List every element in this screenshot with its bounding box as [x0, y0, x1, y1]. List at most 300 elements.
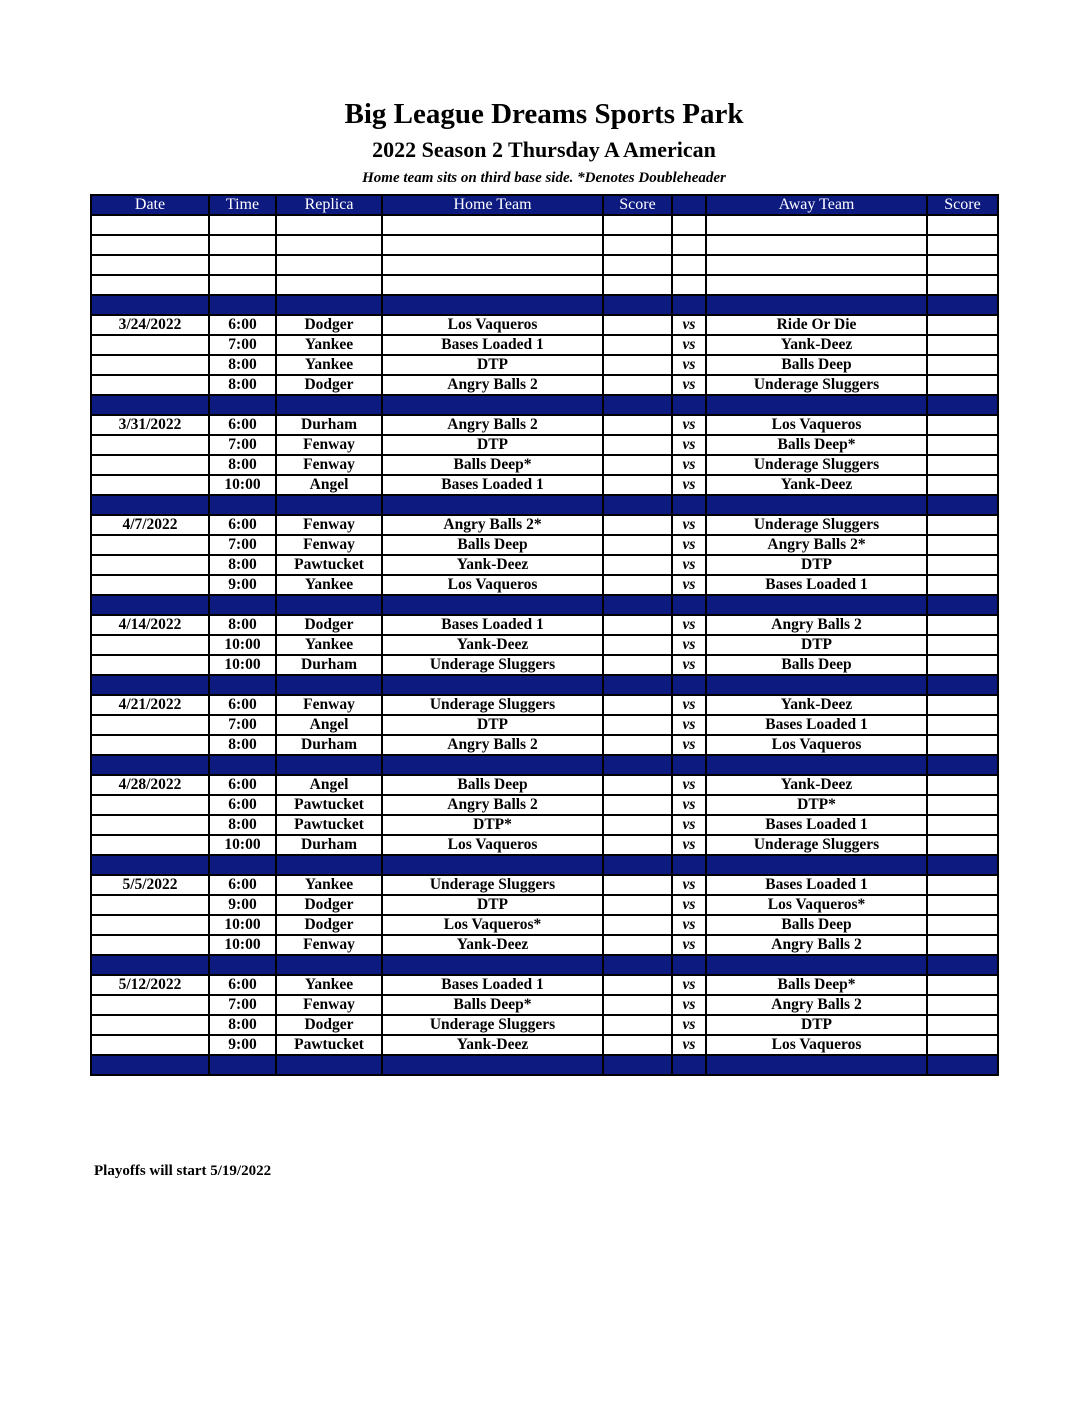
game-row	[91, 615, 998, 635]
home-team: Bases Loaded 1	[382, 335, 603, 355]
game-replica: Dodger	[276, 915, 382, 935]
header-away-score: Score	[927, 195, 998, 215]
away-score	[927, 715, 998, 735]
vs-label: vs	[672, 975, 706, 995]
playoffs-note: Playoffs will start 5/19/2022	[94, 1163, 272, 1179]
away-score	[927, 835, 998, 855]
schedule-body	[91, 215, 998, 1075]
away-team: DTP	[706, 1015, 927, 1035]
schedule-table	[90, 194, 999, 1076]
home-score	[603, 1035, 672, 1055]
header-time: Time	[209, 195, 276, 215]
game-time: 8:00	[209, 815, 276, 835]
home-team: Balls Deep	[382, 775, 603, 795]
blank-row-cell	[927, 215, 998, 235]
vs-label: vs	[672, 875, 706, 895]
vs-label: vs	[672, 915, 706, 935]
away-team: Underage Sluggers	[706, 515, 927, 535]
away-score	[927, 635, 998, 655]
separator-row-cell	[603, 595, 672, 615]
blank-row-cell	[276, 215, 382, 235]
home-team: Los Vaqueros*	[382, 915, 603, 935]
game-replica: Dodger	[276, 1015, 382, 1035]
home-score	[603, 535, 672, 555]
vs-label: vs	[672, 355, 706, 375]
blank-row-cell	[276, 235, 382, 255]
away-score	[927, 815, 998, 835]
game-replica: Yankee	[276, 335, 382, 355]
game-date: 3/31/2022	[91, 415, 209, 435]
vs-label: vs	[672, 655, 706, 675]
home-team: Balls Deep*	[382, 995, 603, 1015]
away-team: Los Vaqueros*	[706, 895, 927, 915]
away-score	[927, 335, 998, 355]
game-time: 6:00	[209, 515, 276, 535]
game-replica: Yankee	[276, 575, 382, 595]
game-replica: Yankee	[276, 355, 382, 375]
separator-row-cell	[382, 675, 603, 695]
blank-row-cell	[672, 275, 706, 295]
game-row	[91, 1035, 998, 1055]
vs-label: vs	[672, 375, 706, 395]
separator-row	[91, 1055, 998, 1075]
blank-row-cell	[927, 255, 998, 275]
separator-row-cell	[209, 595, 276, 615]
home-team: DTP	[382, 895, 603, 915]
game-replica: Fenway	[276, 515, 382, 535]
separator-row-cell	[672, 595, 706, 615]
separator-row-cell	[276, 855, 382, 875]
separator-row-cell	[91, 755, 209, 775]
separator-row-cell	[927, 855, 998, 875]
game-row	[91, 835, 998, 855]
blank-row-cell	[209, 275, 276, 295]
separator-row	[91, 955, 998, 975]
vs-label: vs	[672, 535, 706, 555]
game-date	[91, 795, 209, 815]
game-replica: Angel	[276, 475, 382, 495]
away-team: Yank-Deez	[706, 335, 927, 355]
home-score	[603, 635, 672, 655]
separator-row-cell	[927, 755, 998, 775]
schedule-note: Home team sits on third base side. *Denotes Doubleheader	[362, 170, 726, 186]
game-replica: Fenway	[276, 535, 382, 555]
game-row	[91, 475, 998, 495]
vs-label: vs	[672, 1015, 706, 1035]
away-score	[927, 375, 998, 395]
game-date	[91, 455, 209, 475]
separator-row-cell	[382, 855, 603, 875]
home-score	[603, 735, 672, 755]
away-team: Yank-Deez	[706, 695, 927, 715]
game-time: 7:00	[209, 335, 276, 355]
home-team: DTP*	[382, 815, 603, 835]
away-score	[927, 315, 998, 335]
home-team: Angry Balls 2	[382, 415, 603, 435]
game-replica: Fenway	[276, 935, 382, 955]
game-row	[91, 415, 998, 435]
game-replica: Pawtucket	[276, 815, 382, 835]
game-row	[91, 335, 998, 355]
vs-label: vs	[672, 575, 706, 595]
blank-row	[91, 275, 998, 295]
away-score	[927, 735, 998, 755]
page-title: Big League Dreams Sports Park	[344, 98, 744, 130]
separator-row-cell	[927, 295, 998, 315]
separator-row-cell	[382, 395, 603, 415]
home-team: Underage Sluggers	[382, 875, 603, 895]
blank-row-cell	[276, 255, 382, 275]
separator-row-cell	[672, 955, 706, 975]
away-team: Angry Balls 2	[706, 935, 927, 955]
header-home-score: Score	[603, 195, 672, 215]
away-team: Angry Balls 2	[706, 995, 927, 1015]
vs-label: vs	[672, 1035, 706, 1055]
blank-row-cell	[927, 275, 998, 295]
away-score	[927, 875, 998, 895]
away-team: Underage Sluggers	[706, 835, 927, 855]
game-row	[91, 715, 998, 735]
home-score	[603, 895, 672, 915]
home-score	[603, 795, 672, 815]
away-team: DTP	[706, 635, 927, 655]
home-team: DTP	[382, 715, 603, 735]
header-replica: Replica	[276, 195, 382, 215]
game-row	[91, 555, 998, 575]
game-replica: Pawtucket	[276, 555, 382, 575]
away-team: Balls Deep	[706, 915, 927, 935]
separator-row-cell	[927, 955, 998, 975]
vs-label: vs	[672, 415, 706, 435]
game-time: 10:00	[209, 935, 276, 955]
separator-row-cell	[706, 595, 927, 615]
home-team: Underage Sluggers	[382, 695, 603, 715]
away-team: Yank-Deez	[706, 775, 927, 795]
separator-row-cell	[706, 855, 927, 875]
game-row	[91, 355, 998, 375]
game-row	[91, 375, 998, 395]
separator-row-cell	[91, 955, 209, 975]
game-replica: Yankee	[276, 975, 382, 995]
away-team: Underage Sluggers	[706, 455, 927, 475]
game-row	[91, 535, 998, 555]
separator-row-cell	[276, 595, 382, 615]
separator-row-cell	[603, 675, 672, 695]
home-score	[603, 715, 672, 735]
game-date	[91, 475, 209, 495]
separator-row-cell	[91, 675, 209, 695]
game-time: 8:00	[209, 455, 276, 475]
home-team: Los Vaqueros	[382, 835, 603, 855]
header-row	[91, 195, 998, 215]
game-time: 6:00	[209, 775, 276, 795]
blank-row-cell	[382, 215, 603, 235]
separator-row-cell	[672, 855, 706, 875]
home-team: Los Vaqueros	[382, 315, 603, 335]
away-team: Los Vaqueros	[706, 735, 927, 755]
away-score	[927, 1015, 998, 1035]
away-score	[927, 615, 998, 635]
away-team: Bases Loaded 1	[706, 715, 927, 735]
separator-row-cell	[276, 1055, 382, 1075]
separator-row	[91, 755, 998, 775]
game-date	[91, 355, 209, 375]
separator-row-cell	[91, 595, 209, 615]
separator-row-cell	[91, 855, 209, 875]
home-team: Balls Deep*	[382, 455, 603, 475]
game-time: 8:00	[209, 375, 276, 395]
game-date: 3/24/2022	[91, 315, 209, 335]
game-time: 7:00	[209, 715, 276, 735]
home-team: Yank-Deez	[382, 935, 603, 955]
away-score	[927, 895, 998, 915]
game-date	[91, 555, 209, 575]
game-time: 8:00	[209, 735, 276, 755]
game-date	[91, 715, 209, 735]
blank-row-cell	[209, 255, 276, 275]
game-replica: Fenway	[276, 695, 382, 715]
home-team: Yank-Deez	[382, 635, 603, 655]
separator-row-cell	[706, 755, 927, 775]
separator-row-cell	[672, 395, 706, 415]
home-score	[603, 355, 672, 375]
vs-label: vs	[672, 455, 706, 475]
away-score	[927, 655, 998, 675]
game-replica: Pawtucket	[276, 1035, 382, 1055]
header-date: Date	[91, 195, 209, 215]
vs-label: vs	[672, 615, 706, 635]
home-team: Bases Loaded 1	[382, 975, 603, 995]
game-row	[91, 995, 998, 1015]
away-team: Balls Deep*	[706, 975, 927, 995]
vs-label: vs	[672, 715, 706, 735]
away-score	[927, 555, 998, 575]
away-team: Yank-Deez	[706, 475, 927, 495]
game-replica: Durham	[276, 735, 382, 755]
home-team: Underage Sluggers	[382, 1015, 603, 1035]
game-date	[91, 535, 209, 555]
separator-row-cell	[927, 595, 998, 615]
header-vs	[672, 195, 706, 215]
home-team: Underage Sluggers	[382, 655, 603, 675]
game-time: 10:00	[209, 655, 276, 675]
separator-row-cell	[91, 495, 209, 515]
separator-row-cell	[927, 1055, 998, 1075]
home-score	[603, 995, 672, 1015]
away-score	[927, 795, 998, 815]
game-row	[91, 315, 998, 335]
blank-row-cell	[382, 255, 603, 275]
separator-row-cell	[927, 495, 998, 515]
away-team: Balls Deep	[706, 655, 927, 675]
separator-row-cell	[91, 1055, 209, 1075]
vs-label: vs	[672, 315, 706, 335]
vs-label: vs	[672, 995, 706, 1015]
game-date	[91, 815, 209, 835]
away-team: Underage Sluggers	[706, 375, 927, 395]
game-time: 10:00	[209, 835, 276, 855]
game-replica: Dodger	[276, 315, 382, 335]
blank-row-cell	[672, 235, 706, 255]
game-date: 5/12/2022	[91, 975, 209, 995]
separator-row-cell	[382, 595, 603, 615]
separator-row-cell	[209, 395, 276, 415]
vs-label: vs	[672, 935, 706, 955]
game-replica: Fenway	[276, 995, 382, 1015]
vs-label: vs	[672, 795, 706, 815]
game-date	[91, 575, 209, 595]
header-home-team: Home Team	[382, 195, 603, 215]
blank-row-cell	[382, 275, 603, 295]
vs-label: vs	[672, 555, 706, 575]
vs-label: vs	[672, 635, 706, 655]
separator-row-cell	[91, 295, 209, 315]
home-score	[603, 415, 672, 435]
separator-row-cell	[382, 495, 603, 515]
vs-label: vs	[672, 475, 706, 495]
separator-row-cell	[276, 675, 382, 695]
separator-row-cell	[209, 955, 276, 975]
separator-row-cell	[706, 495, 927, 515]
header-away-team: Away Team	[706, 195, 927, 215]
game-date	[91, 1015, 209, 1035]
home-team: Angry Balls 2*	[382, 515, 603, 535]
home-team: Yank-Deez	[382, 555, 603, 575]
game-date	[91, 995, 209, 1015]
home-team: DTP	[382, 355, 603, 375]
game-replica: Yankee	[276, 635, 382, 655]
separator-row-cell	[706, 395, 927, 415]
home-score	[603, 475, 672, 495]
blank-row-cell	[276, 275, 382, 295]
separator-row-cell	[276, 955, 382, 975]
game-replica: Dodger	[276, 615, 382, 635]
away-score	[927, 935, 998, 955]
home-score	[603, 695, 672, 715]
separator-row-cell	[209, 855, 276, 875]
separator-row-cell	[276, 755, 382, 775]
game-time: 8:00	[209, 555, 276, 575]
game-replica: Dodger	[276, 895, 382, 915]
home-score	[603, 375, 672, 395]
separator-row-cell	[603, 495, 672, 515]
blank-row-cell	[672, 255, 706, 275]
game-time: 6:00	[209, 795, 276, 815]
away-score	[927, 995, 998, 1015]
game-row	[91, 1015, 998, 1035]
blank-row-cell	[209, 215, 276, 235]
blank-row	[91, 215, 998, 235]
away-team: Bases Loaded 1	[706, 575, 927, 595]
blank-row-cell	[706, 235, 927, 255]
away-team: DTP	[706, 555, 927, 575]
game-date	[91, 895, 209, 915]
away-score	[927, 695, 998, 715]
game-time: 7:00	[209, 435, 276, 455]
home-team: Angry Balls 2	[382, 735, 603, 755]
game-time: 10:00	[209, 635, 276, 655]
separator-row-cell	[209, 675, 276, 695]
game-time: 6:00	[209, 695, 276, 715]
game-row	[91, 775, 998, 795]
vs-label: vs	[672, 435, 706, 455]
separator-row-cell	[927, 675, 998, 695]
game-row	[91, 975, 998, 995]
separator-row-cell	[672, 295, 706, 315]
separator-row-cell	[382, 1055, 603, 1075]
home-score	[603, 615, 672, 635]
separator-row-cell	[382, 755, 603, 775]
away-score	[927, 775, 998, 795]
home-score	[603, 915, 672, 935]
separator-row-cell	[603, 955, 672, 975]
separator-row-cell	[91, 395, 209, 415]
separator-row-cell	[382, 295, 603, 315]
home-score	[603, 975, 672, 995]
home-score	[603, 455, 672, 475]
game-row	[91, 515, 998, 535]
game-row	[91, 815, 998, 835]
away-score	[927, 535, 998, 555]
game-row	[91, 895, 998, 915]
home-score	[603, 555, 672, 575]
away-team: Los Vaqueros	[706, 415, 927, 435]
game-row	[91, 435, 998, 455]
blank-row-cell	[672, 215, 706, 235]
game-replica: Yankee	[276, 875, 382, 895]
separator-row-cell	[276, 395, 382, 415]
game-date	[91, 735, 209, 755]
separator-row-cell	[276, 495, 382, 515]
game-row	[91, 915, 998, 935]
vs-label: vs	[672, 815, 706, 835]
home-team: Angry Balls 2	[382, 375, 603, 395]
game-date	[91, 915, 209, 935]
vs-label: vs	[672, 335, 706, 355]
separator-row	[91, 595, 998, 615]
separator-row-cell	[672, 1055, 706, 1075]
vs-label: vs	[672, 515, 706, 535]
game-date	[91, 635, 209, 655]
separator-row-cell	[672, 755, 706, 775]
game-row	[91, 695, 998, 715]
home-team: Angry Balls 2	[382, 795, 603, 815]
game-time: 10:00	[209, 475, 276, 495]
away-score	[927, 435, 998, 455]
vs-label: vs	[672, 895, 706, 915]
page-subtitle: 2022 Season 2 Thursday A American	[372, 137, 716, 162]
away-team: Bases Loaded 1	[706, 875, 927, 895]
game-row	[91, 795, 998, 815]
blank-row-cell	[706, 215, 927, 235]
separator-row-cell	[927, 395, 998, 415]
away-score	[927, 455, 998, 475]
game-time: 7:00	[209, 535, 276, 555]
home-score	[603, 575, 672, 595]
away-score	[927, 575, 998, 595]
game-time: 9:00	[209, 575, 276, 595]
game-date	[91, 835, 209, 855]
game-date: 4/21/2022	[91, 695, 209, 715]
home-team: Bases Loaded 1	[382, 615, 603, 635]
game-row	[91, 735, 998, 755]
home-team: Balls Deep	[382, 535, 603, 555]
game-time: 9:00	[209, 1035, 276, 1055]
home-team: Los Vaqueros	[382, 575, 603, 595]
blank-row-cell	[603, 215, 672, 235]
game-time: 6:00	[209, 315, 276, 335]
game-date	[91, 375, 209, 395]
